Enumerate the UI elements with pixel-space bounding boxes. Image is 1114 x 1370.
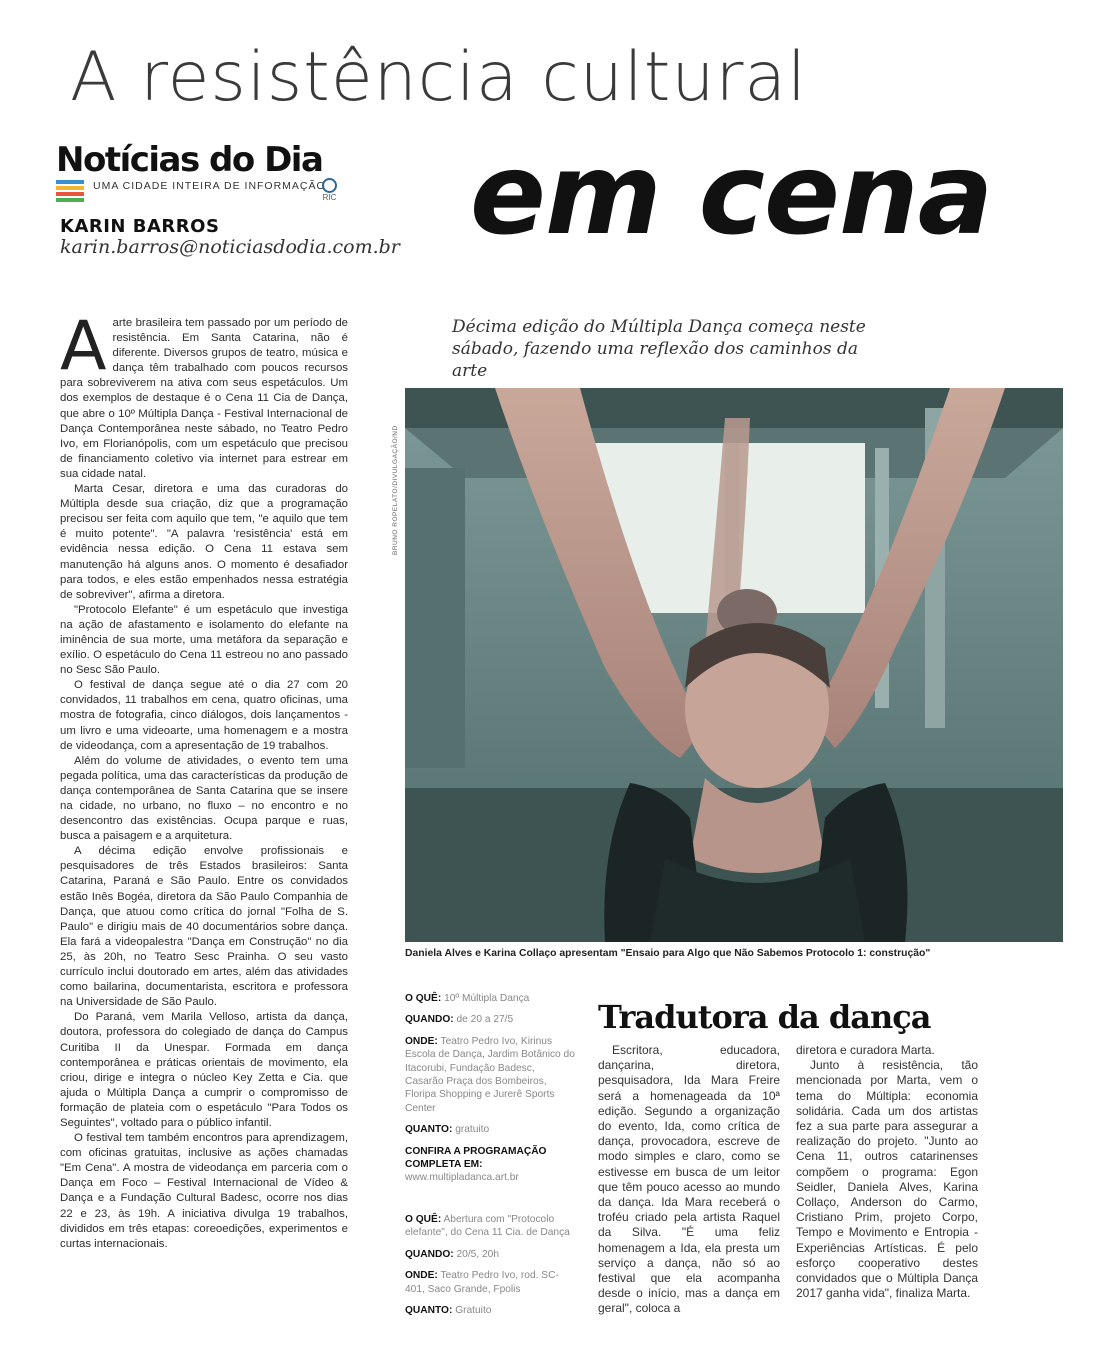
subheadline: Décima edição do Múltipla Dança começa neste sábado, fazendo uma reflexão dos caminhos da arte [452, 317, 866, 381]
sidebar-column-2 [796, 1043, 978, 1301]
logo-stripe [56, 198, 84, 202]
dancer-photo [405, 388, 1063, 942]
author-name: KARIN BARROS [60, 216, 220, 237]
photo-caption: Daniela Alves e Karina Collaço apresentam "Ensaio para Algo que Não Sabemos Protocolo 1: construção" [405, 948, 931, 959]
ric-logo-icon [322, 178, 337, 202]
dancer-photo-illustration [405, 388, 1063, 942]
info-item: QUANDO: de 20 a 27/5 [405, 1014, 514, 1026]
photo-credit: BRUNO ROPELATO/DIVULGAÇÃO/ND [392, 425, 399, 555]
sidebar-paragraph: Junto à resistência, tão mencionada por Marta, vem o tema do Múltipla: economia solidária. Cada um dos artistas fez a sua parte para assegurar a realização do projeto. "Junto ao Cena 11, outros catarinenses compõem o programa: Egon Seidler, Daniela Alves, Karina Collaço, Anderson do Carmo, Cristiano Prim, projeto Corpo, Tempo e Movimento e Entropia - Experiências Artísticas. É pelo esforço cooperativo destes convidados que o Múltipla Dança 2017 ganha vida", finaliza Marta. [796, 1058, 978, 1301]
article-paragraph: Além do volume de atividades, o evento tem uma pegada política, uma das características da produção de dança contemporânea de Santa Catarina que se insere na cidade, no urbano, no fluxo – no encontro e no desencontro das existências. Ocupa parque e ruas, busca a paisagem e a arquitetura. [60, 754, 348, 843]
logo-stripe [56, 192, 84, 196]
event-info-box [405, 992, 575, 1325]
info-item: ONDE: Teatro Pedro Ivo, Kirinus Escola de Dança, Jardim Botânico do Itacorubi, Fundação Badesc, Casarão Praça dos Bombeiros, Floripa Shopping e Jurerê Sports Center [405, 1035, 575, 1114]
article-paragraph: O festival tem também encontros para aprendizagem, com oficinas gratuitas, inclusive as ações chamadas "Em Cena". A mostra de videodança em parceria com o Dança em Foco – Festival Internacional de Vídeo & Dança e a Fundação Cultural Badesc, ocorre nos dias 22 e 23, às 19h. A iniciativa divulga 19 trabalhos, divididos em três etapas: coreoedições, experimentos e curtas internacionais. [60, 1132, 348, 1250]
article-paragraph: Marta Cesar, diretora e uma das curadoras do Múltipla desde sua criação, diz que a programação precisou ser feita com aquilo que tem, "e aquilo que tem é muito potente". "A palavra 'resistência' está em evidência nessa edição. O Cena 11 estava sem manutenção há alguns anos. O momento é desafiador para todos, e eles estão empenhados nessa estratégia de sobreviver", afirma a diretora. [60, 483, 348, 601]
sidebar-paragraph: Escritora, educadora, dançarina, diretora, pesquisadora, Ida Mara Freire será a homenageada da 10ª edição. Segundo a organização do evento, Ida, como crítica de dança, provocadora, escreve de modo simples e claro, como se estivesse em busca de um leitor que têm pouco acesso ao mundo da dança. Ida Mara receberá o troféu criado pela artista Raquel da Silva. "É uma feliz homenagem a Ida, ela presta um serviço a dança, não só ao festival que ela acompanha desde o início, mas a dança em geral", coloca a [598, 1043, 780, 1316]
info-item: CONFIRA A PROGRAMAÇÃO COMPLETA EM: www.multipladanca.art.br [405, 1145, 547, 1184]
sidebar-column-1 [598, 1043, 780, 1317]
dropcap: A [60, 307, 107, 386]
logo-stripe [56, 186, 84, 190]
info-item: QUANTO: Gratuito [405, 1304, 492, 1316]
info-item: O QUÊ: Abertura com "Protocolo elefante", do Cena 11 Cia. de Dança [405, 1213, 570, 1239]
headline-main: em cena [470, 130, 993, 260]
article-paragraph: "Protocolo Elefante" é um espetáculo que investiga na ação de afastamento e isolamento do elefante na iminência de sua morte, uma metáfora da separação e exílio. O espetáculo do Cena 11 estreou no ano passado no Sesc São Paulo. [60, 603, 348, 677]
program-link[interactable]: www.multipladanca.art.br [405, 1172, 519, 1184]
headline-top: A resistência cultural [70, 38, 807, 117]
logo-stripes-icon [56, 180, 84, 204]
logo-tagline: UMA CIDADE INTEIRA DE INFORMAÇÃO [93, 180, 326, 192]
logo-stripe [56, 180, 84, 184]
info-item: QUANTO: gratuito [405, 1124, 490, 1136]
article-paragraph: A décima edição envolve profissionais e pesquisadores de três Estados brasileiros: Santa Catarina, Paraná e São Paulo. Entre os convidados estão Inês Bogéa, diretora da São Paulo Companhia de Dança, que atuou como crítica do jornal "Folha de S. Paulo" e dirigiu mais de 40 documentários sobre dança. Ela fará a videopalestra "Dança em Construção" no dia 25, às 20h, no Teatro Sesc Prainha. O seu vasto currículo inclui doutorado em artes, além das atividades como bailarina, documentarista, escritora e professora na Universidade de São Paulo. [60, 845, 348, 1009]
sidebar-paragraph: diretora e curadora Marta. [796, 1043, 935, 1057]
info-item: O QUÊ: 10º Múltipla Dança [405, 993, 530, 1004]
article-paragraph: Aarte brasileira tem passado por um período de resistência. Em Santa Catarina, não é diferente. Diversos grupos de teatro, música e dança têm trabalhado com poucos recursos para sobreviverem na ativa com seus espetáculos. Um dos exemplos de destaque é o Cena 11 Cia de Dança, que abre o 10º Múltipla Dança - Festival Internacional de Dança Contemporânea neste sábado, no Teatro Pedro Ivo, em Florianópolis, com um espetáculo que precisou de financiamento coletivo via internet para estrear em sua cidade natal. [60, 307, 348, 480]
info-item: QUANDO: 20/5, 20h [405, 1248, 500, 1260]
info-item: ONDE: Teatro Pedro Ivo, rod. SC-401, Saco Grande, Fpolis [405, 1270, 559, 1295]
ric-label: RIC [322, 193, 337, 202]
article-paragraph: Do Paraná, vem Marila Velloso, artista da dança, doutora, professora do colegiado de dança do Campus Curitiba II da Unespar. Formada em dança contemporânea e práticas orientais de movimento, ela criou, dirige e integra o núcleo Key Zetta e Cia. que ajuda o Múltipla Dança a cumprir o compromisso de formação de plateia com o espetáculo "Para Todos os Seguintes", voltado para o público infantil. [60, 1011, 348, 1129]
article-paragraph: O festival de dança segue até o dia 27 com 20 convidados, 11 trabalhos em cena, quatro oficinas, uma mostra de fotografia, cinco diálogos, dois lançamentos - um livro e uma videoarte, uma homenagem e a mostra de videodança, com a apresentação de 19 trabalhos. [60, 679, 348, 752]
newspaper-logo [56, 140, 356, 205]
logo-name: Notícias do Dia [56, 140, 323, 180]
author-email: karin.barros@noticiasdodia.com.br [60, 236, 400, 258]
article-body [60, 307, 348, 1252]
sidebar-title: Tradutora da dança [598, 998, 931, 1036]
